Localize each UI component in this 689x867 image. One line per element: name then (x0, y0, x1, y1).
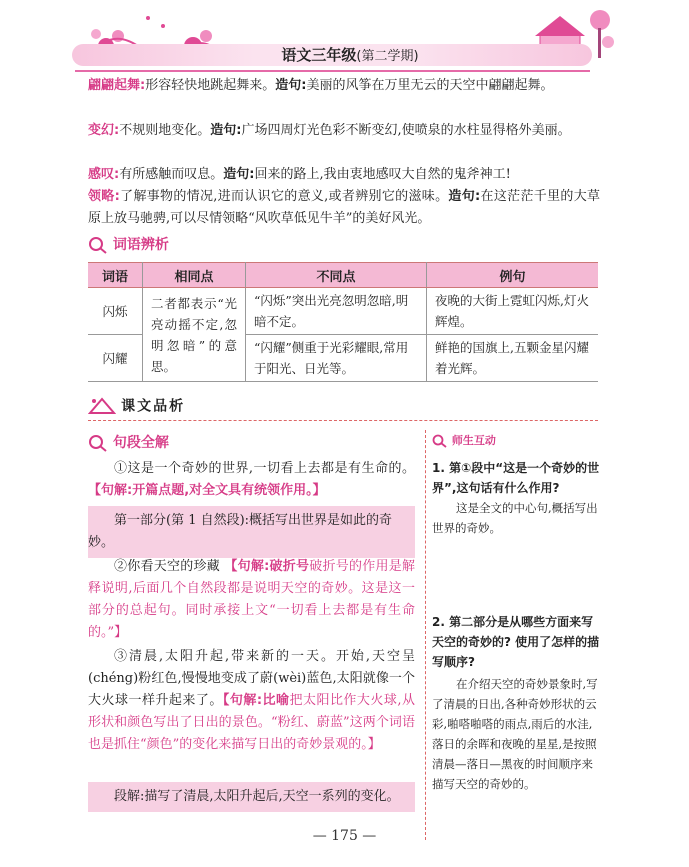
magnifier-icon (88, 434, 108, 452)
vocab-item: 翩翩起舞:形容轻快地跳起舞来。造句:美丽的风筝在万里无云的天空中翩翩起舞。 (88, 78, 554, 93)
table-header: 例句 (427, 263, 599, 288)
comparison-table (88, 262, 598, 382)
magnifier-icon (88, 236, 108, 254)
section-heading-kewen: 课文品析 (88, 395, 185, 417)
section-heading-bianxi: 词语辨析 (88, 234, 169, 254)
side-heading: 师生互动 (432, 432, 496, 448)
summary-box-2: 段解:描写了清晨,太阳升起后,天空一系列的变化。 (88, 782, 415, 812)
section-heading-juduan: 句段全解 (88, 432, 169, 452)
summary-box-1: 第一部分(第 1 自然段):概括写出世界是如此的奇妙。 (88, 506, 415, 558)
side-question-1: 1. 第①段中“这是一个奇妙的世界”,这句话有什么作用? (432, 461, 600, 495)
table-cell: 鲜艳的国旗上,五颗金星闪耀着光辉。 (427, 335, 599, 382)
page-number: — 175 — (312, 828, 377, 844)
side-question-2: 2. 第二部分是从哪些方面来写天空的奇妙的? 使用了怎样的描写顺序? (432, 615, 600, 669)
header-rule (75, 70, 590, 72)
page-header (0, 0, 689, 75)
table-cell: 夜晚的大街上霓虹闪烁,灯火辉煌。 (427, 288, 599, 335)
dashed-divider (88, 420, 598, 421)
table-header: 不同点 (246, 263, 427, 288)
paragraph-3: ③清晨,太阳升起,带来新的一天。开始,天空呈(chéng)粉红色,慢慢地变成了蔚(wèi)蓝色,太阳就像一个大火球一样升起来了。【句解:比喻把太阳比作大火球,从形状和颜色写出了日出的景色。“粉红、蔚蓝”这两个词语也是抓住“颜色”的变化来描写日出的奇妙景观的。】 (88, 649, 415, 752)
column-divider (425, 430, 426, 840)
magnifier-icon (432, 434, 448, 448)
side-answer-2: 在介绍天空的奇妙景象时,写了清晨的日出,各种奇妙形状的云彩,啪嗒啪嗒的雨点,雨后的水洼,落日的余晖和夜晚的星星,是按照清晨—落日—黑夜的时间顺序来描写天空的奇妙的。 (432, 677, 598, 791)
book-icon (88, 395, 116, 417)
paragraph-2: ②你看天空的珍藏 【句解:破折号破折号的作用是解释说明,后面几个自然段都是说明天空的奇妙。这是这一部分的总起句。同时承接上文“一切看上去都是有生命的。”】 (88, 559, 415, 640)
table-cell: 二者都表示“光亮动摇不定,忽明忽暗”的意思。 (143, 288, 246, 382)
vocab-item: 感叹:有所感触而叹息。造句:回来的路上,我由衷地感叹大自然的鬼斧神工! (88, 167, 511, 182)
table-cell: 闪烁 (88, 288, 143, 335)
table-cell: “闪耀”侧重于光彩耀眼,常用于阳光、日光等。 (246, 335, 427, 382)
table-row (88, 288, 598, 335)
paragraph-1: ①这是一个奇妙的世界,一切看上去都是有生命的。【句解:开篇点题,对全文具有统领作用。】 (88, 461, 415, 498)
book-title: 语文三年级(第二学期) (281, 46, 419, 64)
table-cell: “闪烁”突出光亮忽明忽暗,明暗不定。 (246, 288, 427, 335)
table-header: 相同点 (143, 263, 246, 288)
vocab-item: 领略:了解事物的情况,进而认识它的意义,或者辨别它的滋味。造句:在这茫茫千里的大草原上放马驰骋,可以尽情领略“风吹草低见牛羊”的美好风光。 (88, 189, 601, 226)
vocab-item: 变幻:不规则地变化。造句:广场四周灯光色彩不断变幻,使喷泉的水柱显得格外美丽。 (88, 123, 571, 138)
table-header-row (88, 263, 598, 288)
table-cell: 闪耀 (88, 335, 143, 382)
side-answer-1: 这是全文的中心句,概括写出世界的奇妙。 (432, 501, 598, 535)
table-header: 词语 (88, 263, 143, 288)
